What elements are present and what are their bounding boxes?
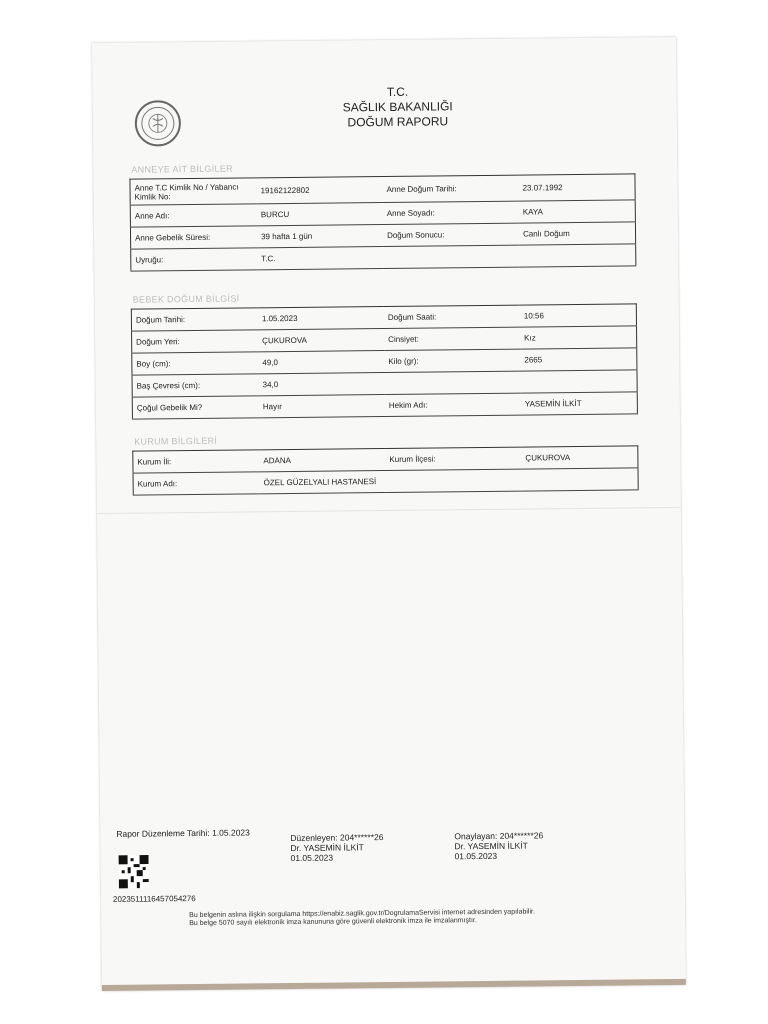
field-label: Hekim Adı: [385, 393, 521, 416]
field-label: Doğum Tarihi: [131, 308, 258, 331]
field-value [519, 244, 636, 267]
approved-by-date: 01.05.2023 [454, 850, 498, 862]
institution-info-table [132, 445, 638, 495]
field-value: 39 hafta 1 gün [257, 225, 383, 248]
field-label: Uyruğu: [131, 248, 258, 271]
signature-note: Bu belge 5070 sayılı elektronik imza kanununa göre güvenli elektronik imza ile imzalanmıştır. [189, 917, 477, 928]
section-title-mother: ANNEYE AİT BİLGİLER [131, 163, 233, 175]
field-label: Kilo (gr): [384, 349, 520, 372]
prepared-by-id: Düzenleyen: 204******26 [290, 832, 384, 844]
section-title-baby: BEBEK DOĞUM BİLGİSİ [132, 293, 240, 305]
field-label: Anne Adı: [130, 204, 257, 227]
field-label [383, 245, 519, 268]
field-label: Kurum İlçesi: [385, 447, 521, 470]
field-label: Anne Soyadı: [383, 201, 519, 224]
field-value: YASEMİN İLKİT [521, 392, 638, 415]
field-label [384, 371, 520, 394]
field-label: Kurum İli: [133, 450, 260, 473]
field-value: 49,0 [258, 351, 384, 374]
field-label: Anne Doğum Tarihi: [382, 175, 518, 202]
report-paper [92, 37, 686, 991]
table-row [131, 244, 636, 271]
table-row [132, 392, 637, 419]
field-label: Baş Çevresi (cm): [132, 374, 259, 397]
field-value: T.C. [257, 247, 383, 270]
field-value: Canlı Doğum [519, 222, 636, 245]
field-value: BURCU [257, 203, 383, 226]
title-line-report: DOĞUM RAPORU [347, 114, 449, 130]
document-title [292, 84, 502, 131]
approved-by-doctor: Dr. YASEMİN İLKİT [454, 840, 528, 852]
paper-fold-line [97, 507, 681, 514]
field-label: Kurum Adı: [133, 472, 260, 495]
field-value: ADANA [259, 449, 385, 472]
barcode-number: 2023511116457054276 [112, 894, 196, 904]
field-label: Çoğul Gebelik Mi? [132, 396, 259, 419]
field-value: 1.05.2023 [258, 307, 384, 330]
verify-note: Bu belgenin aslına ilişkin sorgulama https://enabiz.saglik.gov.tr/DogrulamaServisi internet adresinden yapılabilir. [189, 908, 535, 920]
prepared-by-doctor: Dr. YASEMİN İLKİT [290, 842, 364, 854]
field-label: Anne Gebelik Süresi: [130, 226, 257, 249]
field-label: Cinsiyet: [384, 327, 520, 350]
field-value: 10:56 [520, 304, 637, 327]
section-title-institution: KURUM BİLGİLERİ [134, 435, 218, 447]
field-value: ÇUKUROVA [521, 446, 638, 469]
ministry-seal-icon [135, 100, 181, 146]
field-value: 34,0 [258, 373, 384, 396]
field-value: 19162122802 [256, 177, 382, 204]
baby-info-table [131, 303, 638, 419]
field-value: Kız [520, 326, 637, 349]
qr-code-icon [119, 855, 149, 889]
title-line-ministry: SAĞLIK BAKANLIĞI [342, 99, 453, 115]
field-label: Doğum Sonucu: [383, 223, 519, 246]
prepared-by-date: 01.05.2023 [290, 852, 334, 864]
verification-note-block [189, 908, 589, 928]
field-label: Doğum Saati: [384, 305, 520, 328]
report-date: Rapor Düzenleme Tarihi: 1.05.2023 [116, 827, 250, 839]
field-value: KAYA [519, 200, 636, 223]
table-row [133, 468, 638, 495]
field-value: 2665 [520, 348, 637, 371]
field-value: 23.07.1992 [518, 174, 635, 201]
title-line-tc: T.C. [386, 84, 409, 99]
field-value [520, 370, 637, 393]
approved-by-id: Onaylayan: 204******26 [454, 830, 544, 842]
prepared-by-block [290, 832, 383, 863]
field-value: Hayır [259, 395, 385, 418]
field-label: Anne T.C Kimlik No / Yabancı Kimlik No: [130, 178, 257, 205]
field-label: Boy (cm): [132, 352, 259, 375]
field-label: Doğum Yeri: [132, 330, 259, 353]
mother-info-table [129, 173, 636, 271]
approved-by-block [454, 830, 543, 861]
field-value: ÇUKUROVA [258, 329, 384, 352]
field-value: ÖZEL GÜZELYALI HASTANESİ [260, 468, 639, 494]
